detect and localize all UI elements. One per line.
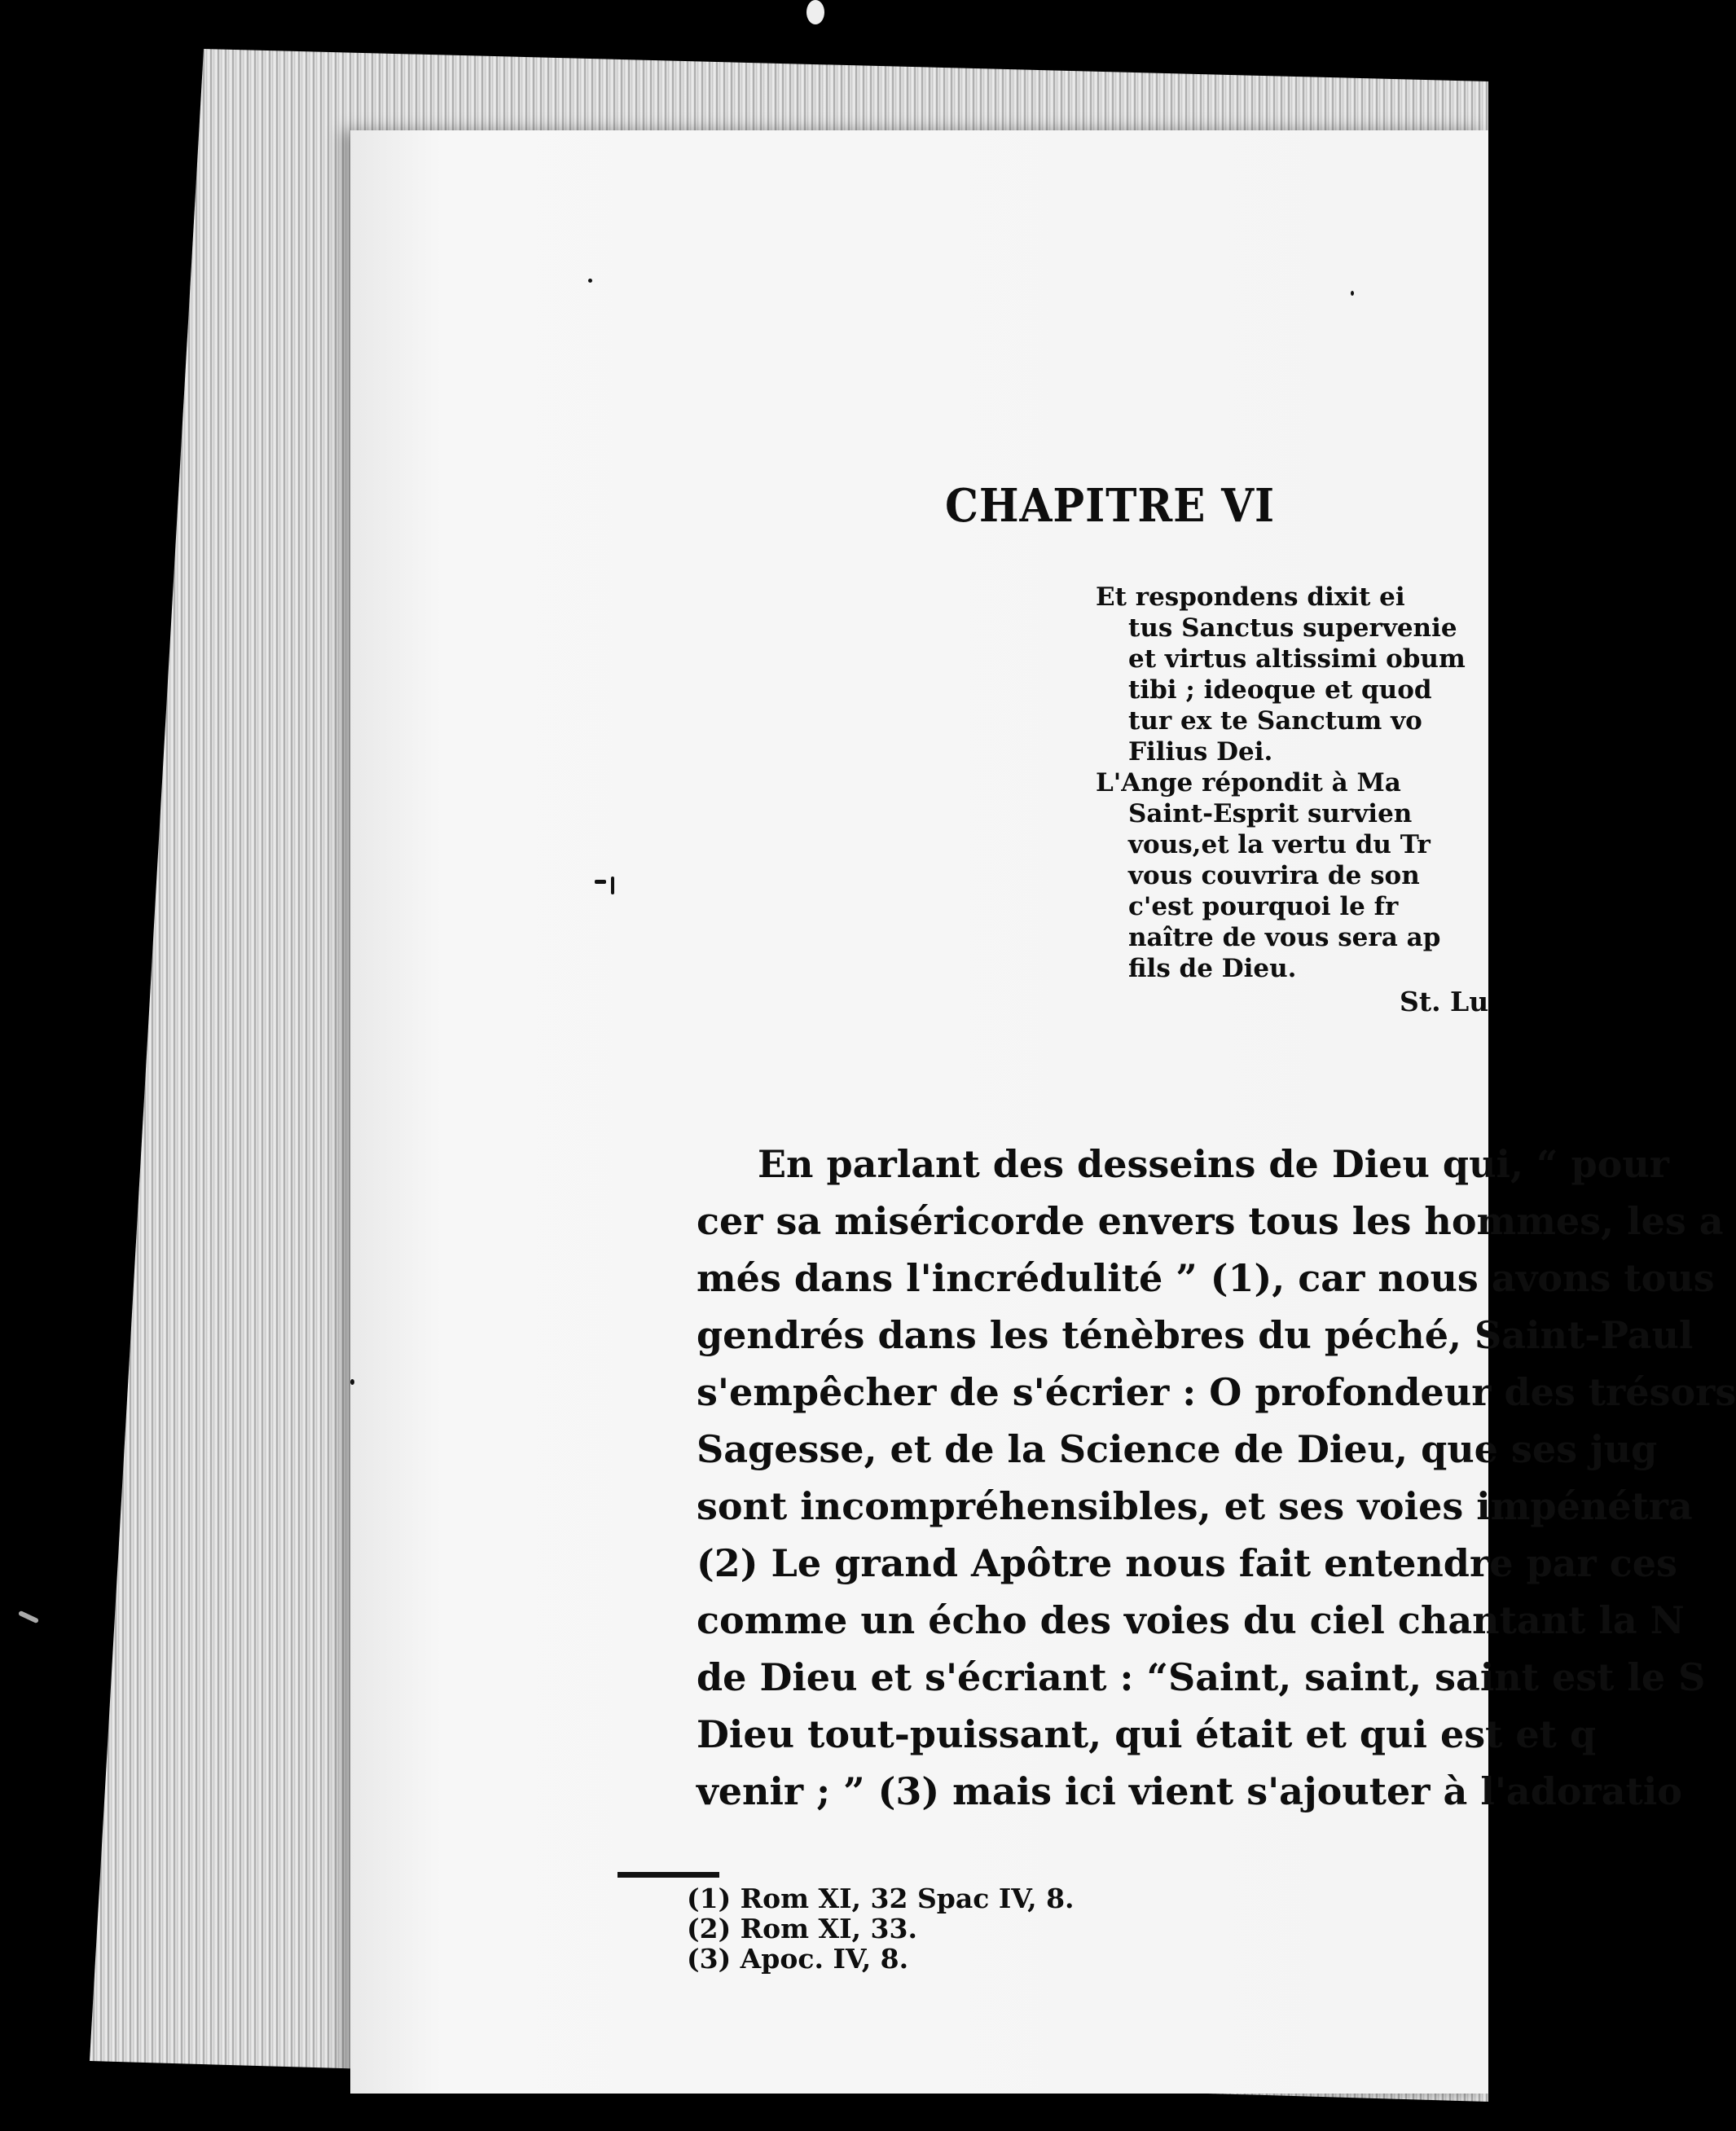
- body-line: (2) Le grand Apôtre nous fait entendre par ces: [697, 1541, 1677, 1585]
- epigraph-line: Et respondens dixit ei: [1096, 582, 1405, 612]
- footnote-rule: [617, 1872, 719, 1878]
- epigraph-line: Saint-Esprit survien: [1128, 799, 1413, 828]
- body-line: gendrés dans les ténèbres du péché, Saint-Paul: [697, 1313, 1694, 1357]
- epigraph-attribution: St. Lu: [1400, 986, 1489, 1017]
- epigraph-line: naître de vous sera ap: [1128, 923, 1441, 952]
- epigraph-line: L'Ange répondit à Ma: [1096, 768, 1401, 797]
- footnote: (3) Apoc. IV, 8.: [687, 1943, 909, 1975]
- body-line: de Dieu et s'écriant : “Saint, saint, saint est le S: [697, 1655, 1706, 1699]
- body-line: s'empêcher de s'écrier : O profondeur des trésors: [697, 1370, 1736, 1414]
- body-line: Sagesse, et de la Science de Dieu, que ses jug: [697, 1427, 1658, 1471]
- epigraph-line: Filius Dei.: [1128, 737, 1273, 767]
- epigraph-line: tibi ; ideoque et quod: [1128, 675, 1432, 705]
- epigraph-line: vous,et la vertu du Tr: [1128, 830, 1431, 859]
- footnote: (1) Rom XI, 32 Spac IV, 8.: [687, 1883, 1075, 1914]
- body-line: venir ; ” (3) mais ici vient s'ajouter à l'adoratio: [697, 1769, 1682, 1813]
- epigraph-line: tus Sanctus supervenie: [1128, 613, 1457, 643]
- body-line: Dieu tout-puissant, qui était et qui est et q: [697, 1712, 1597, 1756]
- epigraph-line: et virtus altissimi obum: [1128, 644, 1466, 674]
- footnote: (2) Rom XI, 33.: [687, 1913, 917, 1944]
- body-line: sont incompréhensibles, et ses voies impénétra: [697, 1484, 1693, 1528]
- dust-speck: [18, 1610, 39, 1624]
- epigraph-line: c'est pourquoi le fr: [1128, 892, 1399, 921]
- ink-dot: [588, 279, 592, 283]
- ink-mark: [611, 877, 614, 894]
- body-line: comme un écho des voies du ciel chantant la N: [697, 1598, 1685, 1642]
- body-line: cer sa miséricorde envers tous les hommes, les a: [697, 1199, 1724, 1243]
- ink-dot: [1351, 291, 1354, 296]
- dust-speck: [806, 0, 824, 24]
- epigraph-line: tur ex te Sanctum vo: [1128, 706, 1422, 736]
- epigraph-line: fils de Dieu.: [1128, 954, 1297, 983]
- ink-mark: [595, 880, 606, 884]
- chapter-heading: CHAPITRE VI: [945, 479, 1276, 533]
- ink-dot: [350, 1379, 354, 1385]
- epigraph-line: vous couvrira de son: [1128, 861, 1420, 890]
- body-line: més dans l'incrédulité ” (1), car nous avons tous: [697, 1256, 1715, 1300]
- body-line: En parlant des desseins de Dieu qui, “ pour: [758, 1142, 1670, 1186]
